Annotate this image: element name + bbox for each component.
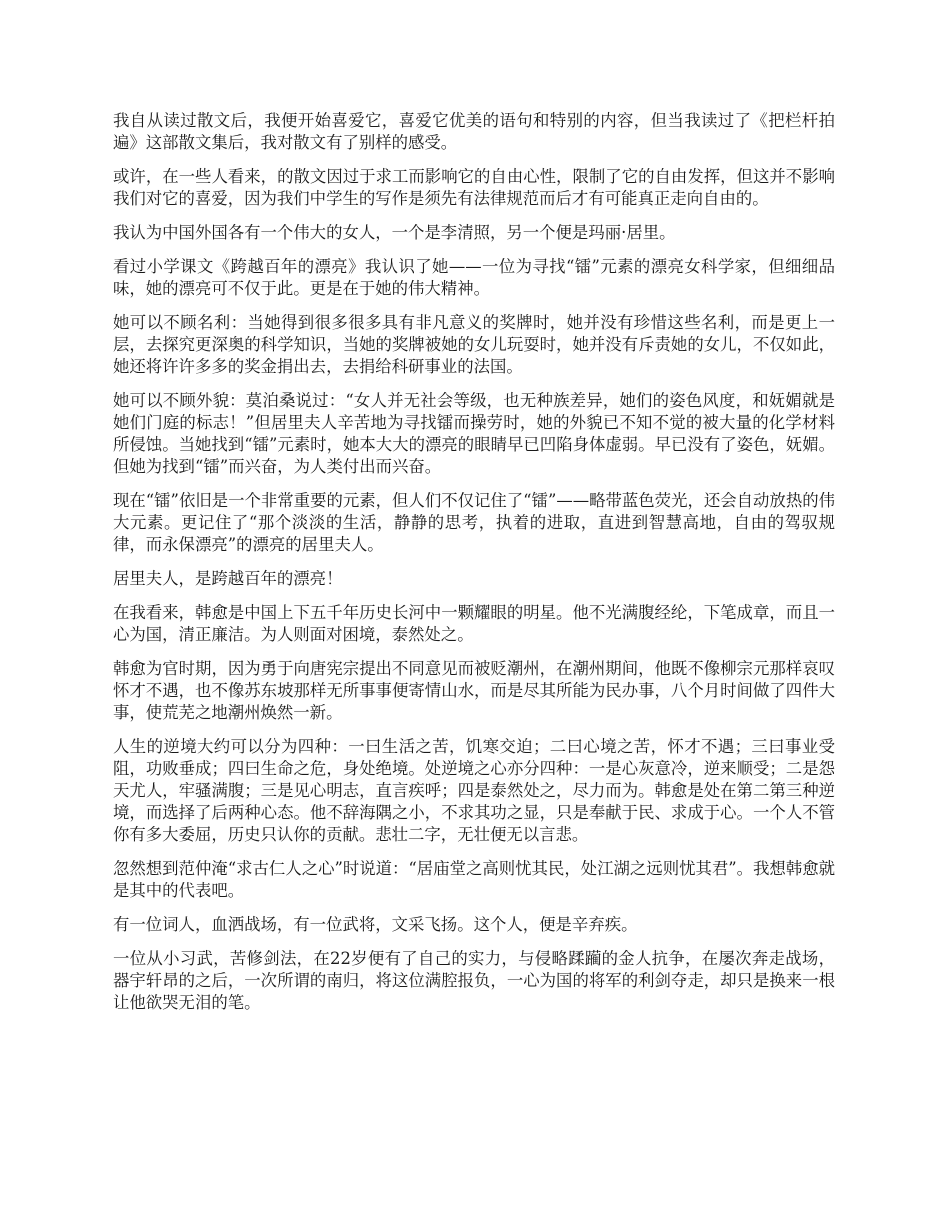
paragraph-14: 一位从小习武，苦修剑法，在22岁便有了自己的实力，与侵略蹂躏的金人抗争，在屡次奔走战场，器宇轩昂的之后，一次所谓的南归，将这位满腔报负，一心为国的将军的利剑夺走，却只是换来一根让他欲哭无泪的笔。: [113, 949, 835, 1012]
paragraph-2: 或许，在一些人看来，的散文因过于求工而影响它的自由心性，限制了它的自由发挥，但这并不影响我们对它的喜爱，因为我们中学生的写作是须先有法律规范而后才有可能真正走向自由的。: [113, 167, 835, 208]
paragraph-3: 我认为中国外国各有一个伟大的女人，一个是李清照，另一个便是玛丽·居里。: [113, 223, 676, 242]
paragraph-9: 在我看来，韩愈是中国上下五千年历史长河中一颗耀眼的明星。他不光满腹经纶，下笔成章，而且一心为国，清正廉洁。为人则面对困境，泰然处之。: [113, 603, 835, 644]
paragraph-8: 居里夫人，是跨越百年的漂亮！: [113, 569, 343, 588]
paragraph-5: 她可以不顾名利：当她得到很多很多具有非凡意义的奖牌时，她并没有珍惜这些名利，而是更上一层，去探究更深奥的科学知识，当她的奖牌被她的女儿玩耍时，她并没有斥责她的女儿，不仅如此，她还将许许多多的奖金捐出去，去捐给科研事业的法国。: [113, 313, 835, 376]
paragraph-1: 我自从读过散文后，我便开始喜爱它，喜爱它优美的语句和特别的内容，但当我读过了《把栏杆拍遍》这部散文集后，我对散文有了别样的感受。: [113, 111, 835, 152]
document-body: [113, 110, 835, 1026]
paragraph-7: 现在“镭”依旧是一个非常重要的元素，但人们不仅记住了“镭”——略带蓝色荧光，还会自动放热的伟大元素。更记住了“那个淡淡的生活，静静的思考，执着的进取，直进到智慧高地，自由的驾驭规律，而永保漂亮”的漂亮的居里夫人。: [113, 491, 835, 554]
paragraph-12: 忽然想到范仲淹“求古仁人之心”时说道：“居庙堂之高则忧其民，处江湖之远则忧其君”。我想韩愈就是其中的代表吧。: [113, 859, 835, 900]
paragraph-10: 韩愈为官时期，因为勇于向唐宪宗提出不同意见而被贬潮州，在潮州期间，他既不像柳宗元那样哀叹怀才不遇，也不像苏东坡那样无所事事便寄情山水，而是尽其所能为民办事，八个月时间做了四件大事，使荒芜之地潮州焕然一新。: [113, 659, 835, 722]
paragraph-4: 看过小学课文《跨越百年的漂亮》我认识了她——一位为寻找“镭”元素的漂亮女科学家，但细细品味，她的漂亮可不仅于此。更是在于她的伟大精神。: [113, 257, 835, 298]
paragraph-13: 有一位词人，血洒战场，有一位武将，文采飞扬。这个人，便是辛弃疾。: [113, 915, 638, 934]
paragraph-11: 人生的逆境大约可以分为四种：一曰生活之苦，饥寒交迫；二曰心境之苦，怀才不遇；三曰事业受阻，功败垂成；四曰生命之危，身处绝境。处逆境之心亦分四种：一是心灰意冷，逆来顺受；二是怨天尤人，牢骚满腹；三是见心明志，直言疾呼；四是泰然处之，尽力而为。韩愈是处在第二第三种逆境，而选择了后两种心态。他不辞海隅之小，不求其功之显，只是奉献于民、求成于心。一个人不管你有多大委屈，历史只认你的贡献。悲壮二字，无壮便无以言悲。: [113, 737, 835, 844]
paragraph-6: 她可以不顾外貌：莫泊桑说过：“女人并无社会等级，也无种族差异，她们的姿色风度，和妩媚就是她们门庭的标志！”但居里夫人辛苦地为寻找镭而操劳时，她的外貌已不知不觉的被大量的化学材料所侵蚀。当她找到“镭”元素时，她本大大的漂亮的眼睛早已凹陷身体虚弱。早已没有了姿色，妩媚。但她为找到“镭”而兴奋，为人类付出而兴奋。: [113, 391, 835, 476]
